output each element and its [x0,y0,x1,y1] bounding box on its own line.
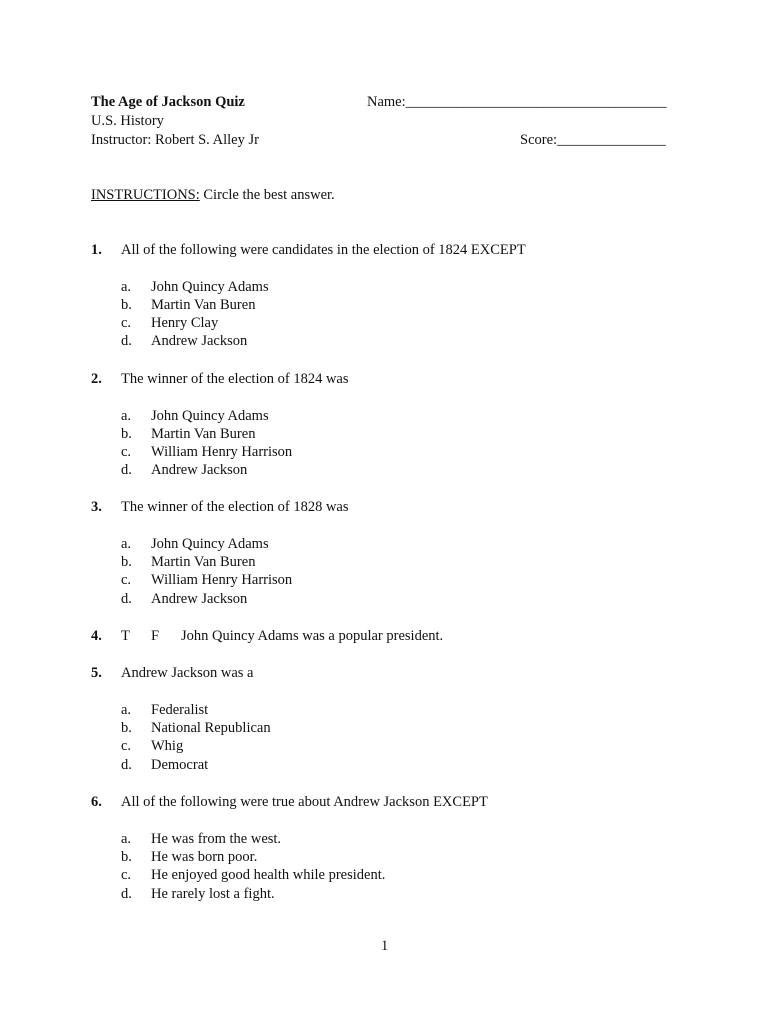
name-blank-line: ____________________________________ [405,94,667,110]
false-option[interactable]: F [151,628,160,644]
question-number: 3. [91,499,102,515]
option-letter: d. [121,591,132,607]
answer-option[interactable]: National Republican [151,720,271,736]
answer-option[interactable]: Democrat [151,757,209,773]
instructions [91,186,335,204]
instructor-name: Instructor: Robert S. Alley Jr [91,132,259,148]
instructions-text: Circle the best answer. [199,187,335,203]
question-text: The winner of the election of 1824 was [121,371,349,387]
answer-option[interactable]: John Quincy Adams [151,408,269,424]
answer-option[interactable]: Martin Van Buren [151,554,256,570]
option-letter: d. [121,886,132,902]
option-letter: a. [121,831,132,847]
option-letter: c. [121,867,132,883]
question-text: All of the following were candidates in the election of 1824 EXCEPT [121,242,526,258]
option-letter: b. [121,297,132,313]
answer-option[interactable]: Whig [151,738,184,754]
option-letter: d. [121,333,132,349]
option-letter: b. [121,720,132,736]
answer-option[interactable]: William Henry Harrison [151,572,293,588]
option-letter: a. [121,279,132,295]
answer-option[interactable]: Federalist [151,702,209,718]
option-letter: c. [121,738,132,754]
option-letter: d. [121,462,132,478]
answer-option[interactable]: He was from the west. [151,831,282,847]
answer-option[interactable]: He rarely lost a fight. [151,886,275,902]
question-number: 6. [91,794,102,810]
answer-option[interactable]: He enjoyed good health while president. [151,867,386,883]
question-text: Andrew Jackson was a [121,665,254,681]
score-label: Score: [520,132,558,148]
answer-option[interactable]: John Quincy Adams [151,279,269,295]
answer-option[interactable]: William Henry Harrison [151,444,293,460]
option-letter: c. [121,315,132,331]
question-text: All of the following were true about Andrew Jackson EXCEPT [121,794,488,810]
question-text: The winner of the election of 1828 was [121,499,349,515]
score-field [520,131,666,149]
answer-option[interactable]: Henry Clay [151,315,219,331]
option-letter: a. [121,536,132,552]
option-letter: d. [121,757,132,773]
option-letter: b. [121,426,132,442]
option-letter: a. [121,702,132,718]
true-option[interactable]: T [121,628,130,644]
score-blank-line: _______________ [557,132,666,148]
name-label: Name: [367,94,406,110]
answer-option[interactable]: Andrew Jackson [151,462,248,478]
instructions-label: INSTRUCTIONS: [91,187,200,203]
answer-option[interactable]: Martin Van Buren [151,297,256,313]
quiz-title: The Age of Jackson Quiz [91,94,245,110]
answer-option[interactable]: Andrew Jackson [151,591,248,607]
name-field [367,93,667,111]
page-number: 1 [381,938,389,954]
course-name: U.S. History [91,113,164,129]
option-letter: b. [121,849,132,865]
option-letter: c. [121,572,132,588]
answer-option[interactable]: Martin Van Buren [151,426,256,442]
option-letter: a. [121,408,132,424]
option-letter: b. [121,554,132,570]
question-number: 2. [91,371,102,387]
answer-option[interactable]: John Quincy Adams [151,536,269,552]
answer-option[interactable]: He was born poor. [151,849,258,865]
answer-option[interactable]: Andrew Jackson [151,333,248,349]
option-letter: c. [121,444,132,460]
question-text: John Quincy Adams was a popular president. [181,628,444,644]
question-number: 4. [91,628,102,644]
question-number: 5. [91,665,102,681]
question-number: 1. [91,242,102,258]
